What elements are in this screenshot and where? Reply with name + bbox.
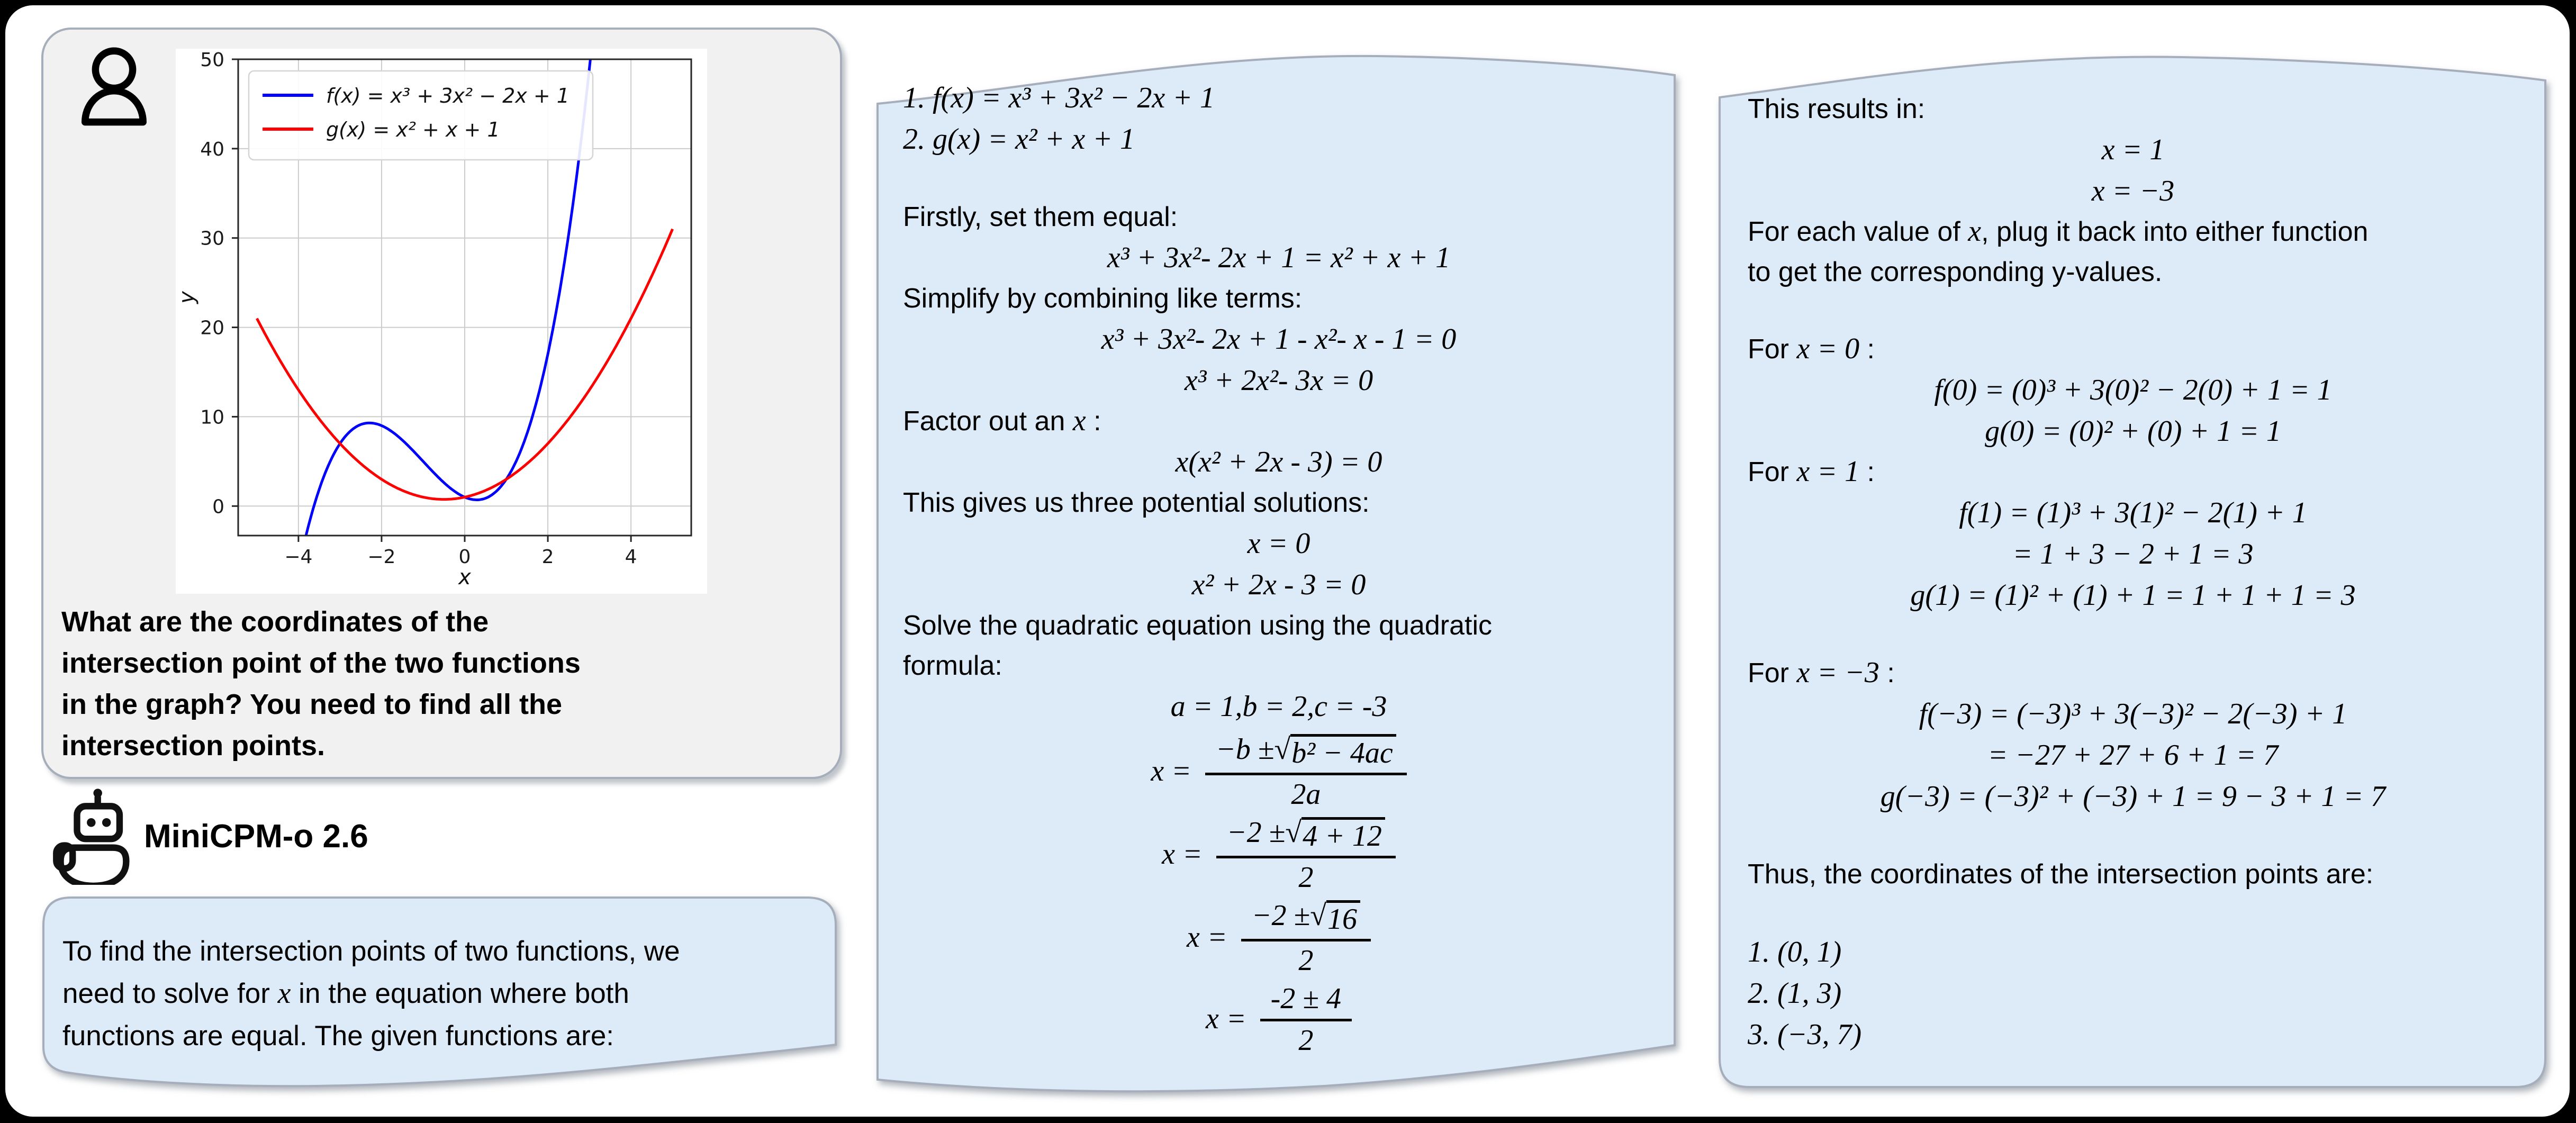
- math-line: x² + 2x - 3 = 0: [1191, 568, 1366, 601]
- line-chart: [176, 49, 707, 594]
- mixed-line: [1748, 653, 2518, 693]
- text-segment: For: [1748, 457, 1797, 487]
- math-line: x = 1: [2101, 133, 2165, 166]
- text-segment: :: [1879, 658, 1895, 689]
- math-segment: x: [277, 977, 291, 1010]
- square-root: √ 4 + 12: [1285, 817, 1385, 852]
- fraction-lhs: x =: [1205, 1002, 1246, 1035]
- text-line: This results in:: [1748, 94, 1926, 124]
- text-line: To find the intersection points of two functions, we: [62, 936, 680, 967]
- text-line: What are the coordinates of the: [61, 606, 489, 638]
- svg-text:0: 0: [212, 496, 224, 518]
- fraction-line: [903, 981, 1655, 1056]
- svg-text:x: x: [458, 565, 471, 590]
- svg-text:f(x) = x³ + 3x² − 2x + 1: f(x) = x³ + 3x² − 2x + 1: [326, 84, 570, 107]
- svg-text:−2: −2: [367, 546, 396, 568]
- fraction-denominator: 2: [1298, 1024, 1314, 1057]
- square-root: √ 16: [1310, 900, 1360, 935]
- fraction-lhs: x =: [1151, 754, 1191, 787]
- text-line: This gives us three potential solutions:: [903, 487, 1370, 518]
- robot-icon: [51, 786, 138, 885]
- math-line: = 1 + 3 − 2 + 1 = 3: [2012, 538, 2254, 570]
- math-line: x(x² + 2x - 3) = 0: [1175, 446, 1382, 478]
- text-segment: need to solve for: [62, 978, 278, 1009]
- fraction-numerator: -2 ± 4: [1260, 981, 1352, 1021]
- mixed-line: [1748, 452, 2518, 492]
- fraction-line: [903, 731, 1655, 810]
- text-segment: For: [1748, 658, 1797, 689]
- text-segment: Factor out an: [903, 406, 1073, 437]
- function-plot: [176, 49, 707, 594]
- text-segment: For each value of: [1748, 216, 1968, 247]
- spacer: [1748, 616, 2518, 653]
- math-segment: x = −3: [1796, 656, 1879, 689]
- math-line: 2. (1, 3): [1748, 977, 1842, 1010]
- spacer: [1748, 894, 2518, 931]
- math-line: f(−3) = (−3)³ + 3(−3)² − 2(−3) + 1: [1919, 698, 2347, 730]
- square-root: √ b² − 4ac: [1275, 734, 1396, 768]
- math-line: g(−3) = (−3)² + (−3) + 1 = 9 − 3 + 1 = 7: [1880, 780, 2386, 813]
- question-text: [61, 601, 830, 766]
- math-segment: x: [1968, 215, 1982, 248]
- fraction-numerator: −2 ± √ 4 + 12: [1216, 814, 1396, 858]
- svg-text:20: 20: [200, 317, 224, 339]
- fraction-denominator: 2a: [1291, 778, 1321, 811]
- math-line: 3. (−3, 7): [1748, 1018, 1862, 1051]
- svg-text:2: 2: [541, 546, 554, 568]
- svg-text:10: 10: [200, 406, 224, 429]
- fraction-lhs: x =: [1187, 920, 1227, 954]
- text-line: Simplify by combining like terms:: [903, 283, 1303, 314]
- spacer: [903, 160, 1655, 197]
- text-segment: For: [1748, 334, 1797, 365]
- fraction-line: [903, 814, 1655, 893]
- text-line: in the graph? You need to find all the: [61, 689, 563, 720]
- math-line: x³ + 3x²- 2x + 1 = x² + x + 1: [1107, 241, 1451, 274]
- svg-text:g(x) = x² + x + 1: g(x) = x² + x + 1: [326, 118, 500, 141]
- math-line: 1. (0, 1): [1748, 936, 1842, 968]
- text-segment: :: [1859, 457, 1875, 487]
- svg-text:0: 0: [458, 546, 471, 568]
- math-segment: x = 0: [1796, 332, 1860, 365]
- math-line: x = 0: [1247, 527, 1310, 560]
- text-line: intersection points.: [61, 730, 326, 762]
- math-line: 2. g(x) = x² + x + 1: [903, 123, 1135, 156]
- text-line: Solve the quadratic equation using the quadratic: [903, 610, 1492, 641]
- math-line: g(1) = (1)² + (1) + 1 = 1 + 1 + 1 = 3: [1910, 579, 2356, 612]
- mixed-line: [62, 973, 827, 1015]
- text-segment: :: [1859, 334, 1875, 365]
- fraction-line: [903, 898, 1655, 976]
- answer-bubble-3-text: [1748, 89, 2518, 1055]
- mixed-line: [1748, 212, 2518, 252]
- text-line: intersection point of the two functions: [61, 647, 581, 679]
- text-line: functions are equal. The given functions are:: [62, 1020, 614, 1052]
- answer-bubble-2-text: [903, 77, 1655, 1061]
- text-line: Firstly, set them equal:: [903, 202, 1178, 232]
- math-line: f(1) = (1)³ + 3(1)² − 2(1) + 1: [1959, 496, 2307, 529]
- mixed-line: [903, 401, 1655, 441]
- math-line: x³ + 3x²- 2x + 1 - x²- x - 1 = 0: [1101, 323, 1457, 356]
- math-line: a = 1,b = 2,c = -3: [1170, 690, 1387, 723]
- fraction-lhs: x =: [1162, 837, 1203, 871]
- math-line: x = −3: [2091, 175, 2175, 207]
- text-line: Thus, the coordinates of the intersection points are:: [1748, 859, 2374, 890]
- svg-text:y: y: [176, 291, 199, 304]
- math-segment: x: [1072, 404, 1086, 437]
- fraction-denominator: 2: [1298, 861, 1314, 894]
- text-segment: :: [1086, 406, 1101, 437]
- svg-text:−4: −4: [284, 546, 313, 568]
- fraction-denominator: 2: [1298, 944, 1314, 977]
- math-line: f(0) = (0)³ + 3(0)² − 2(0) + 1 = 1: [1934, 374, 2332, 406]
- mixed-line: [1748, 329, 2518, 369]
- math-line: 1. f(x) = x³ + 3x² − 2x + 1: [903, 81, 1215, 114]
- text-line: to get the corresponding y-values.: [1748, 257, 2163, 287]
- text-line: formula:: [903, 650, 1002, 681]
- math-line: g(0) = (0)² + (0) + 1 = 1: [1985, 415, 2281, 448]
- fraction-numerator: −2 ± √ 16: [1241, 898, 1371, 941]
- spacer: [1748, 292, 2518, 329]
- user-icon: [78, 47, 150, 129]
- svg-text:30: 30: [200, 228, 224, 250]
- math-line: x³ + 2x²- 3x = 0: [1184, 364, 1373, 397]
- spacer: [1748, 817, 2518, 854]
- math-segment: x = 1: [1796, 455, 1860, 488]
- text-segment: in the equation where both: [291, 978, 629, 1009]
- math-line: = −27 + 27 + 6 + 1 = 7: [1987, 739, 2279, 772]
- model-name: MiniCPM-o 2.6: [144, 818, 368, 855]
- svg-text:40: 40: [200, 138, 224, 160]
- svg-text:50: 50: [200, 49, 224, 71]
- answer-bubble-1-text: [62, 930, 827, 1057]
- text-segment: , plug it back into either function: [1981, 216, 2369, 247]
- svg-text:4: 4: [625, 546, 637, 568]
- fraction-numerator: −b ± √ b² − 4ac: [1205, 731, 1407, 775]
